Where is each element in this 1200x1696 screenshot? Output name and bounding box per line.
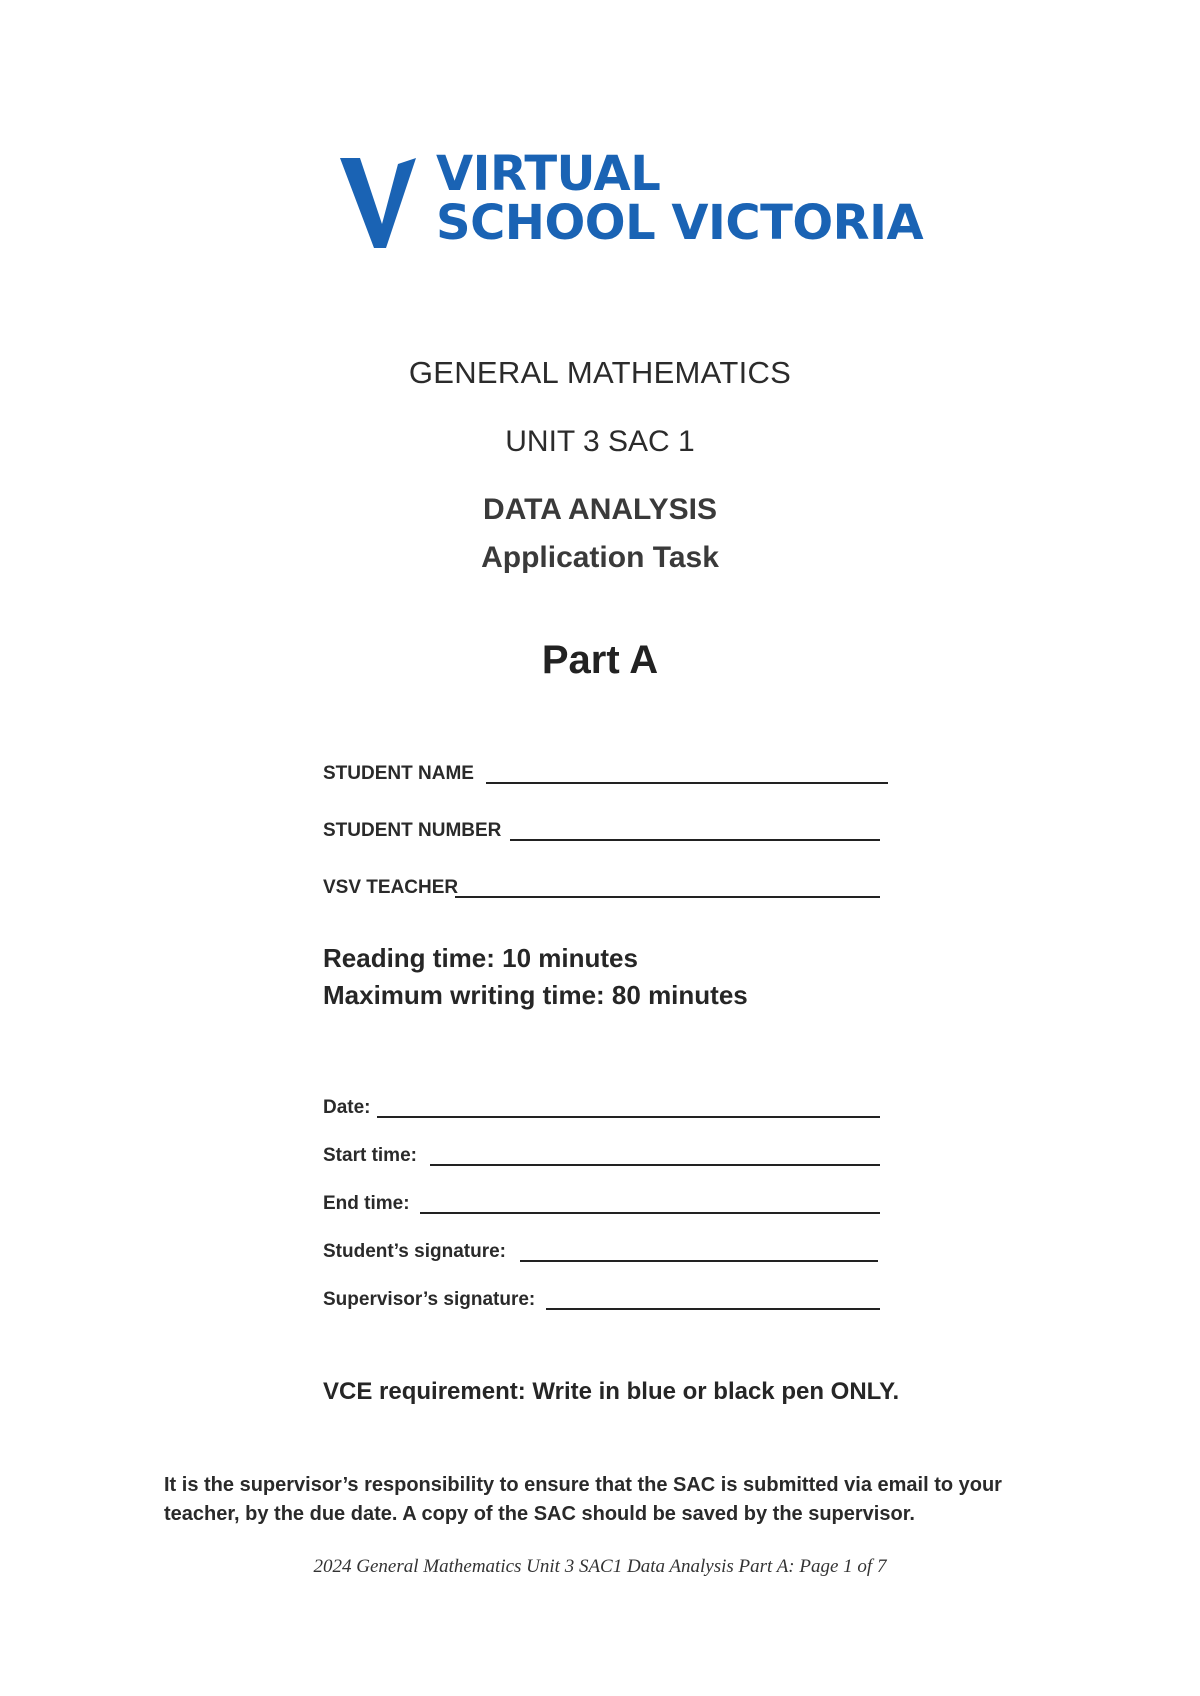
student-signature-label: Student’s signature: bbox=[323, 1241, 506, 1262]
v-logo-icon bbox=[340, 158, 430, 248]
student-signature-line[interactable] bbox=[520, 1260, 878, 1262]
writing-time: Maximum writing time: 80 minutes bbox=[323, 980, 748, 1010]
date-line[interactable] bbox=[377, 1116, 880, 1118]
supervisor-note-line-2: teacher, by the due date. A copy of the SAC should be saved by the supervisor. bbox=[164, 1503, 915, 1525]
supervisor-note-line-1: It is the supervisor’s responsibility to ensure that the SAC is submitted via email to your bbox=[164, 1474, 1002, 1496]
student-number-line[interactable] bbox=[510, 839, 880, 841]
start-time-label: Start time: bbox=[323, 1145, 417, 1166]
student-number-label: STUDENT NUMBER bbox=[323, 820, 502, 841]
date-label: Date: bbox=[323, 1097, 371, 1118]
logo-wordmark bbox=[436, 146, 924, 251]
school-logo bbox=[340, 146, 940, 260]
end-time-label: End time: bbox=[323, 1193, 410, 1214]
reading-time: Reading time: 10 minutes bbox=[323, 943, 638, 973]
supervisor-note bbox=[164, 1471, 1064, 1529]
start-time-line[interactable] bbox=[430, 1164, 880, 1166]
subject-title: GENERAL MATHEMATICS bbox=[408, 355, 792, 390]
part-title: Part A bbox=[541, 638, 659, 682]
page-footer: 2024 General Mathematics Unit 3 SAC1 Data Analysis Part A: Page 1 of 7 bbox=[313, 1556, 887, 1577]
student-name-label: STUDENT NAME bbox=[323, 763, 474, 784]
teacher-line[interactable] bbox=[455, 896, 880, 898]
supervisor-signature-label: Supervisor’s signature: bbox=[323, 1289, 536, 1310]
student-name-line[interactable] bbox=[486, 782, 888, 784]
pen-requirement: VCE requirement: Write in blue or black pen ONLY. bbox=[323, 1378, 900, 1405]
logo-line-2: SCHOOL VICTORIA bbox=[436, 195, 924, 251]
logo-line-1: VIRTUAL bbox=[436, 146, 661, 202]
unit-title: UNIT 3 SAC 1 bbox=[505, 425, 695, 458]
area-of-study-title: DATA ANALYSIS bbox=[483, 493, 717, 526]
task-type-title: Application Task bbox=[481, 541, 719, 574]
teacher-label: VSV TEACHER bbox=[323, 877, 459, 898]
end-time-line[interactable] bbox=[420, 1212, 880, 1214]
supervisor-signature-line[interactable] bbox=[546, 1308, 880, 1310]
